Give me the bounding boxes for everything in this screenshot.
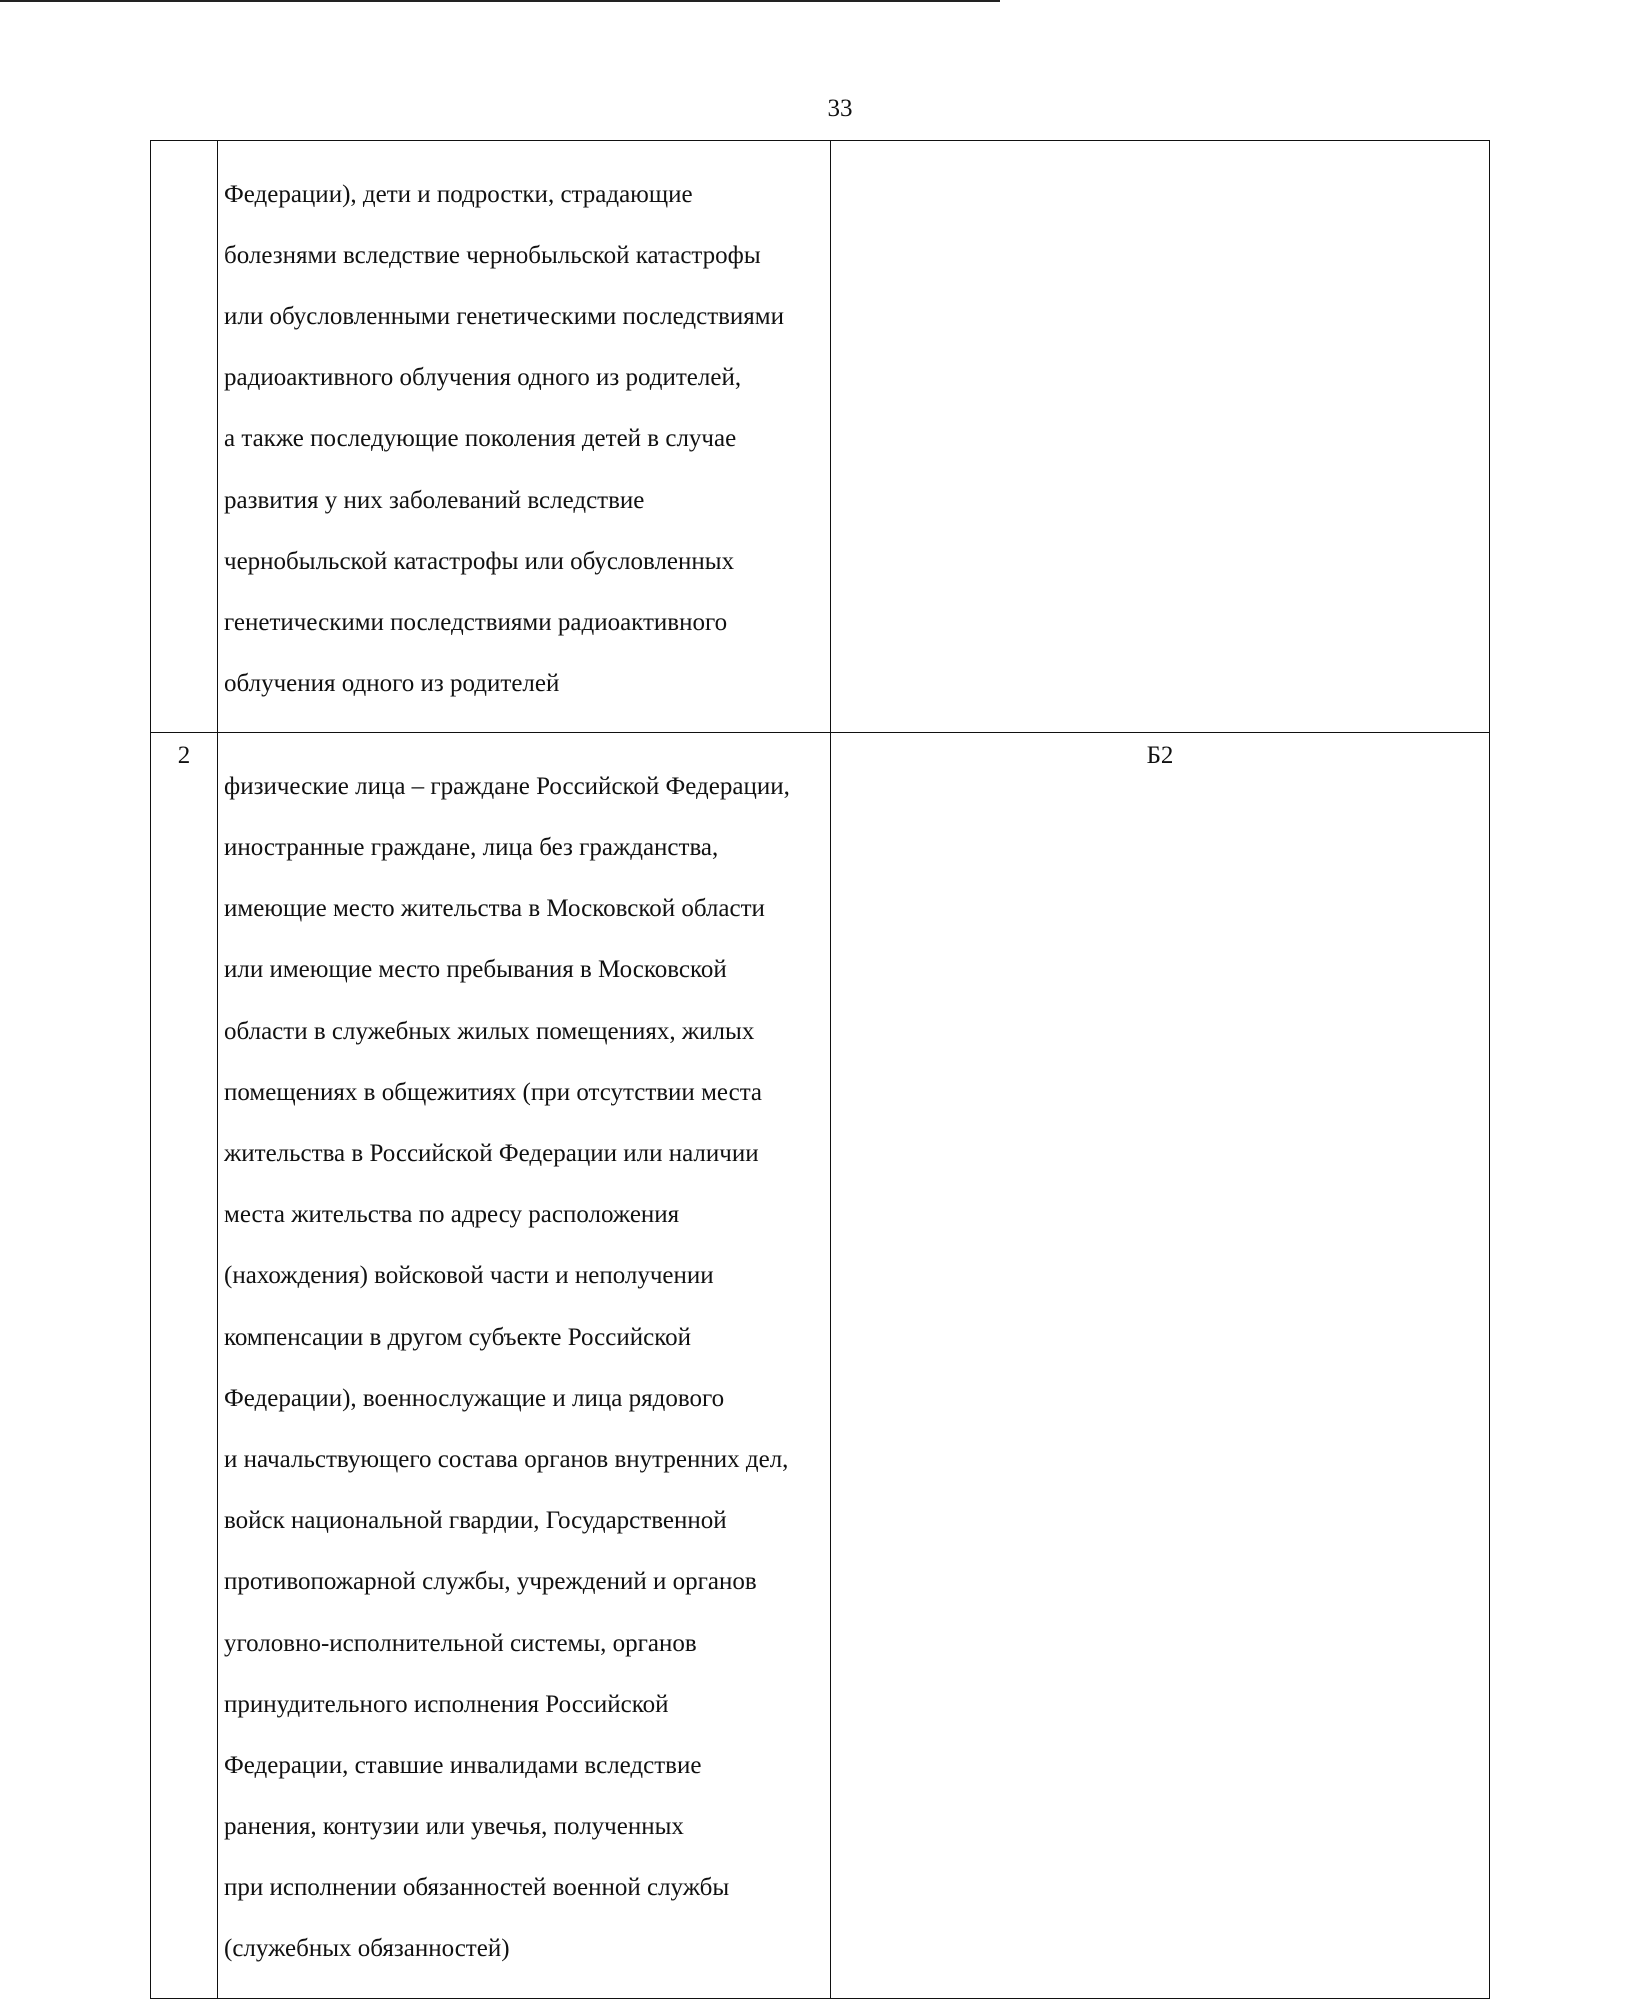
text-line: войск национальной гвардии, Государственной <box>224 1507 727 1535</box>
text-line: Федерации), военнослужащие и лица рядового <box>224 1384 725 1412</box>
text-line: болезнями вследствие чернобыльской катастрофы <box>224 241 761 269</box>
text-line: компенсации в другом субъекте Российской <box>224 1323 691 1351</box>
page-number: 33 <box>827 95 853 122</box>
text-line: помещениях в общежитиях (при отсутствии места <box>224 1078 763 1106</box>
text-line: и начальствующего состава органов внутренних дел, <box>224 1445 789 1473</box>
row-code-cell: Б2 <box>831 733 1490 1998</box>
text-line: жительства в Российской Федерации или наличии <box>224 1140 759 1167</box>
text-line: развития у них заболеваний вследствие <box>224 486 645 514</box>
row-description-cell <box>218 141 831 733</box>
text-line: принудительного исполнения Российской <box>224 1690 669 1718</box>
text-line: облучения одного из родителей <box>224 670 560 698</box>
text-line: области в служебных жилых помещениях, жилых <box>224 1017 755 1045</box>
text-line: имеющие место жительства в Московской области <box>224 895 765 923</box>
text-line: чернобыльской катастрофы или обусловленных <box>224 547 735 575</box>
document-table <box>150 140 1490 1999</box>
text-line: Федерации), дети и подростки, страдающие <box>224 180 693 208</box>
text-line: уголовно-исполнительной системы, органов <box>224 1629 697 1657</box>
table-row <box>151 733 1490 1998</box>
text-line: Федерации, ставшие инвалидами вследствие <box>224 1751 702 1779</box>
text-line: ранения, контузии или увечья, полученных <box>224 1813 684 1841</box>
text-line: (нахождения) войсковой части и неполучении <box>224 1262 714 1290</box>
row-code-cell <box>831 141 1490 733</box>
text-line: (служебных обязанностей) <box>224 1935 510 1963</box>
text-line: противопожарной службы, учреждений и органов <box>224 1568 757 1596</box>
text-line: при исполнении обязанностей военной службы <box>224 1874 730 1902</box>
text-line: а также последующие поколения детей в случае <box>224 425 737 453</box>
row-number-cell <box>151 141 218 733</box>
text-line: иностранные граждане, лица без гражданства, <box>224 834 719 862</box>
row-number-cell: 2 <box>151 733 218 1998</box>
text-line: физические лица – граждане Российской Федерации, <box>224 772 790 800</box>
scan-edge-line <box>0 0 1000 2</box>
text-line: генетическими последствиями радиоактивного <box>224 608 728 636</box>
text-line: радиоактивного облучения одного из родителей, <box>224 364 742 392</box>
row-description-cell <box>218 733 831 1998</box>
text-line: или имеющие место пребывания в Московской <box>224 956 727 984</box>
text-line: или обусловленными генетическими последствиями <box>224 302 784 330</box>
text-line: места жительства по адресу расположения <box>224 1201 680 1229</box>
table-row <box>151 141 1490 733</box>
